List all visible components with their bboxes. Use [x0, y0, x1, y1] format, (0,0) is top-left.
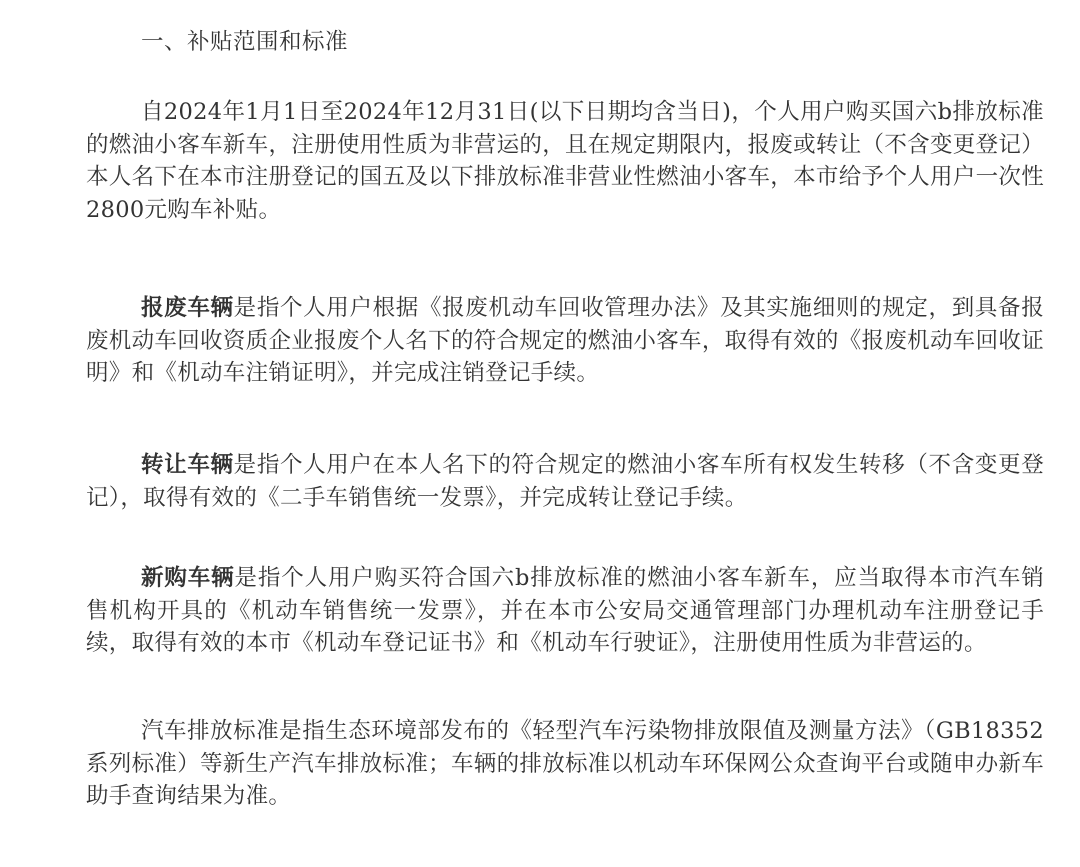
paragraph-scrapped-vehicle [86, 292, 1044, 390]
paragraph-text: 自2024年1月1日至2024年12月31日(以下日期均含当日)，个人用户购买国六b排放标准的燃油小客车新车，注册使用性质为非营运的，且在规定期限内，报废或转让（不含变更登记）本人名下在本市注册登记的国五及以下排放标准非营业性燃油小客车，本市给予个人用户一次性2800元购车补贴。 [86, 99, 1044, 223]
term-transferred-vehicle: 转让车辆 [141, 452, 234, 478]
paragraph-text: 汽车排放标准是指生态环境部发布的《轻型汽车污染物排放限值及测量方法》（GB18352系列标准）等新生产汽车排放标准；车辆的排放标准以机动车环保网公众查询平台或随申办新车助手查询结果为准。 [86, 718, 1044, 809]
paragraph-subsidy-scope [86, 96, 1044, 226]
paragraph-emission-standard [86, 715, 1044, 813]
term-scrapped-vehicle: 报废车辆 [141, 295, 234, 321]
paragraph-new-vehicle [86, 562, 1044, 660]
paragraph-transferred-vehicle [86, 449, 1044, 514]
paragraph-text: 是指个人用户购买符合国六b排放标准的燃油小客车新车，应当取得本市汽车销售机构开具的《机动车销售统一发票》，并在本市公安局交通管理部门办理机动车注册登记手续，取得有效的本市《机动车登记证书》和《机动车行驶证》，注册使用性质为非营运的。 [86, 565, 1045, 656]
term-new-vehicle: 新购车辆 [141, 565, 235, 591]
paragraph-text: 是指个人用户根据《报废机动车回收管理办法》及其实施细则的规定，到具备报废机动车回收资质企业报废个人名下的符合规定的燃油小客车，取得有效的《报废机动车回收证明》和《机动车注销证明》，并完成注销登记手续。 [86, 295, 1044, 386]
paragraph-text: 是指个人用户在本人名下的符合规定的燃油小客车所有权发生转移（不含变更登记），取得有效的《二手车销售统一发票》，并完成转让登记手续。 [86, 452, 1044, 511]
section-title: 一、补贴范围和标准 [141, 29, 349, 55]
